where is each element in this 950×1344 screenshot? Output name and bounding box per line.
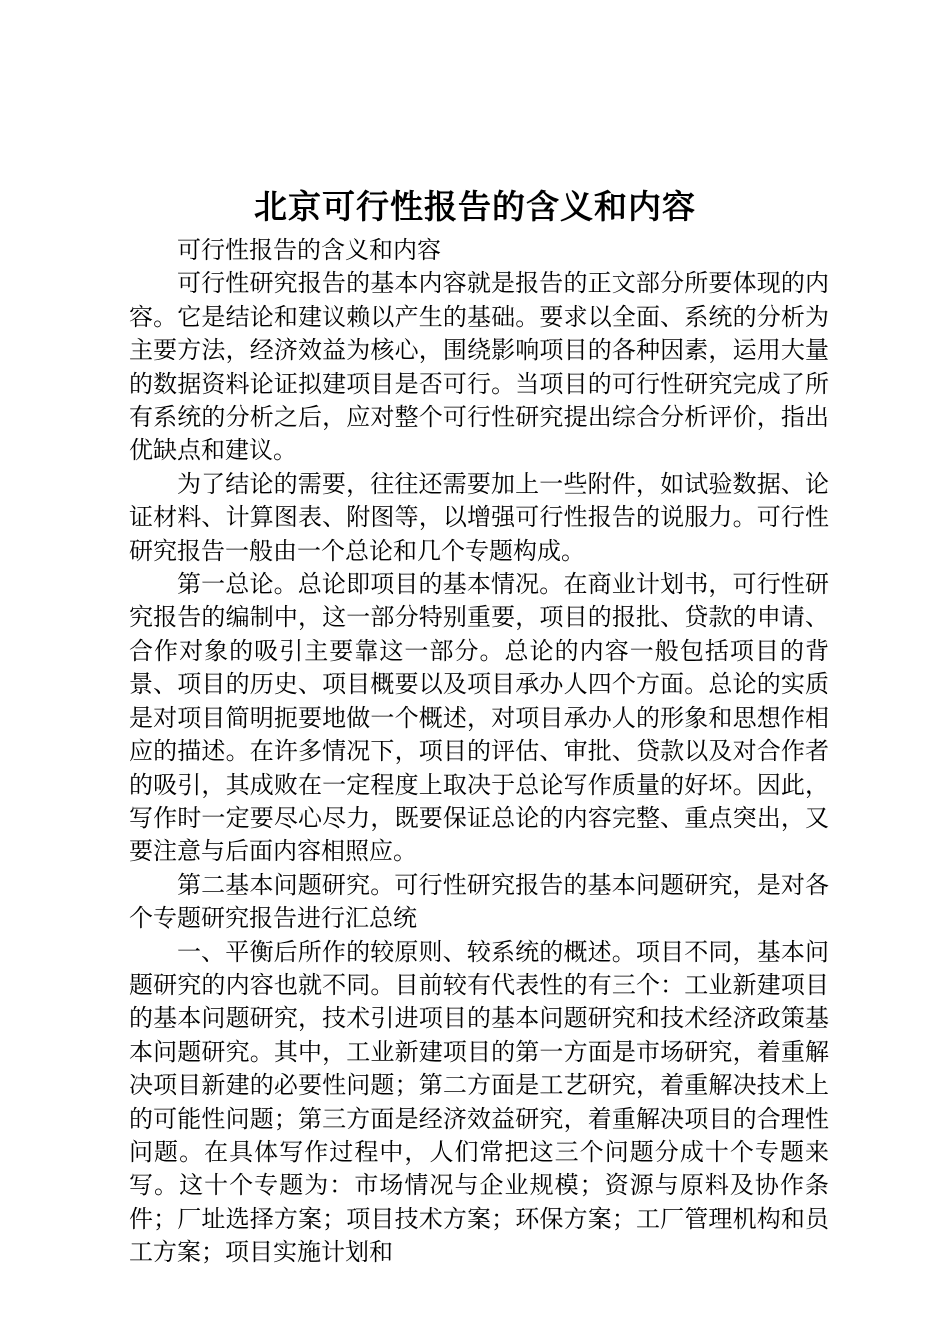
paragraph-basic-issues: 第二基本问题研究。可行性研究报告的基本问题研究，是对各个专题研究报告进行汇总统 — [129, 870, 829, 933]
paragraph-balanced-summary: 一、平衡后所作的较原则、较系统的概述。项目不同，基本问题研究的内容也就不同。目前较有代表性的有三个：工业新建项目的基本问题研究，技术引进项目的基本问题研究和技术经济政策基本问题研究。其中，工业新建项目的第一方面是市场研究，着重解决项目新建的必要性问题；第二方面是工艺研究，着重解决技术上的可能性问题；第三方面是经济效益研究，着重解决项目的合理性问题。在具体写作过程中，人们常把这三个问题分成十个专题来写。这十个专题为：市场情况与企业规模；资源与原料及协作条件；厂址选择方案；项目技术方案；环保方案；工厂管理机构和员工方案；项目实施计划和 — [129, 937, 829, 1267]
paragraph-attachments: 为了结论的需要，往往还需要加上一些附件，如试验数据、论证材料、计算图表、附图等，以增强可行性报告的说服力。可行性研究报告一般由一个总论和几个专题构成。 — [129, 469, 829, 565]
paragraph-subtitle: 可行性报告的含义和内容 — [177, 236, 441, 264]
document-title: 北京可行性报告的含义和内容 — [254, 187, 696, 226]
document-body — [129, 234, 829, 1270]
paragraph-basic-content: 可行性研究报告的基本内容就是报告的正文部分所要体现的内容。它是结论和建议赖以产生的基础。要求以全面、系统的分析为主要方法，经济效益为核心，围绕影响项目的各种因素，运用大量的数据资料论证拟建项目是否可行。当项目的可行性研究完成了所有系统的分析之后，应对整个可行性研究提出综合分析评价，指出优缺点和建议。 — [129, 269, 829, 465]
paragraph-general-overview: 第一总论。总论即项目的基本情况。在商业计划书，可行性研究报告的编制中，这一部分特别重要，项目的报批、贷款的申请、合作对象的吸引主要靠这一部分。总论的内容一般包括项目的背景、项目的历史、项目概要以及项目承办人四个方面。总论的实质是对项目简明扼要地做一个概述，对项目承办人的形象和思想作相应的描述。在许多情况下，项目的评估、审批、贷款以及对合作者的吸引，其成败在一定程度上取决于总论写作质量的好坏。因此，写作时一定要尽心尽力，既要保证总论的内容完整、重点突出，又要注意与后面内容相照应。 — [129, 570, 829, 866]
